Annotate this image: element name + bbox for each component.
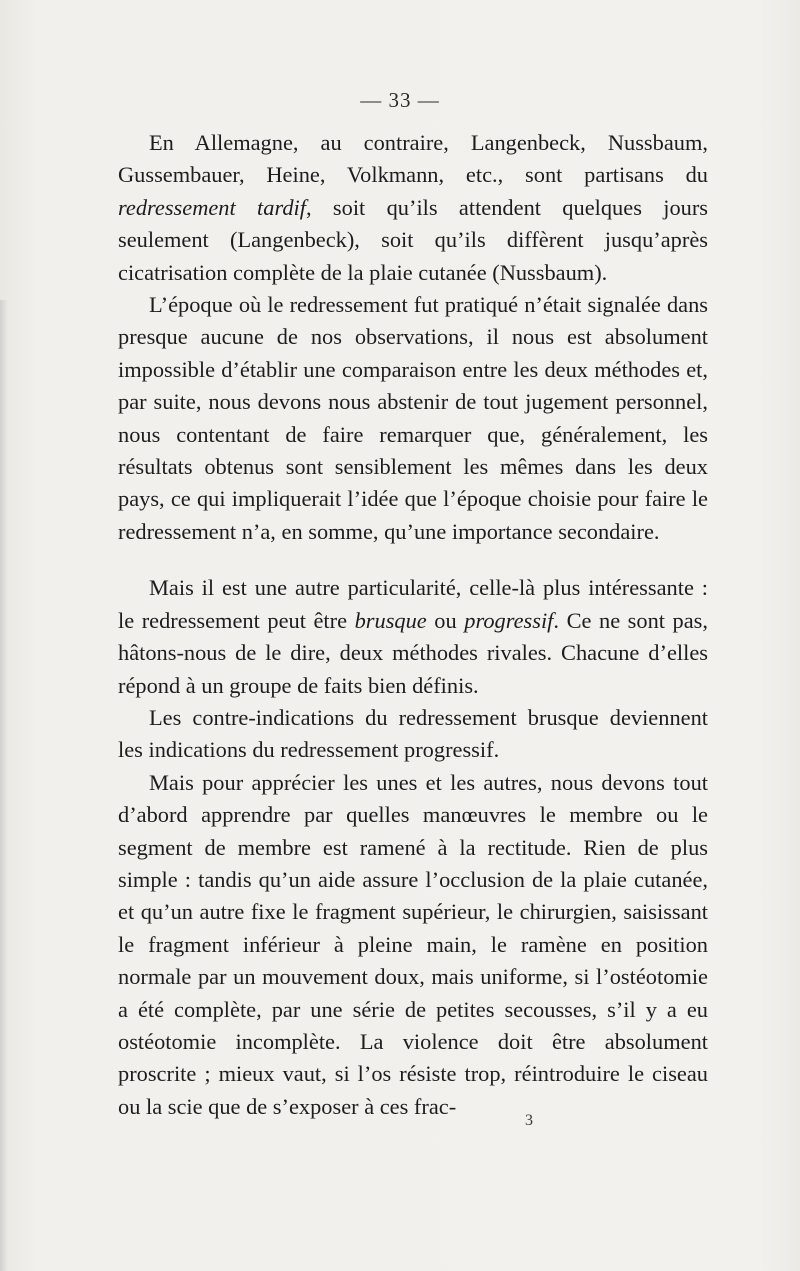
paragraph-3-italic-progressif: progressif: [464, 607, 554, 633]
paragraph-2: L’époque où le redressement fut pratiqué n’était signalée dans presque aucune de nos observations, il nous est absolument impossible d’établir une comparaison entre les deux méthodes et, par suite, nous devons nous abstenir de tout jugement personnel, nous contentant de faire remarquer que, généralement, les résultats obtenus sont sensiblement les mêmes dans les deux pays, ce qui impliquerait l’idée que l’époque choisie pour faire le redressement n’a, en somme, qu’une importance secondaire.: [118, 292, 708, 544]
paragraph-3-italic-brusque: brusque: [354, 607, 427, 633]
paragraph-4: Les contre-indications du redressement brusque deviennent les indications du redressement progressif.: [118, 704, 708, 763]
paragraph-3: [118, 572, 708, 702]
signature-mark-text: 3: [525, 1112, 533, 1129]
paragraph-3-text-or: ou: [426, 607, 465, 633]
paragraph-1-text-a: En Allemagne, au contraire, Langenbeck, Nussbaum, Gussembauer, Heine, Volkmann, etc., sont partisans du: [118, 130, 708, 188]
paragraph-3-text-b: . Ce ne sont pas, hâtons-nous de le dire, deux méthodes rivales. Chacune d’elles répond à un groupe de faits bien définis.: [118, 607, 708, 698]
signature-mark: [0, 1112, 800, 1130]
paragraph-3-text-a: Mais il est une autre particularité, celle-là plus intéressante : le redressement peut être: [118, 575, 708, 633]
page-number: — 33 —: [360, 88, 440, 112]
paragraph-5: Mais pour apprécier les unes et les autres, nous devons tout d’abord apprendre par quelles manœuvres le membre ou le segment de membre est ramené à la rectitude. Rien de plus simple : tandis qu’un aide assure l’occlusion de la plaie cutanée, et qu’un autre fixe le fragment supérieur, le chirurgien, saisissant le fragment inférieur à pleine main, le ramène en position normale par un mouvement doux, mais uniforme, si l’ostéotomie a été complète, par une série de petites secousses, s’il y a eu ostéotomie incomplète. La violence doit être absolument proscrite ; mieux vaut, si l’os résiste trop, réintroduire le ciseau ou la scie que de s’exposer à ces frac-: [118, 769, 708, 1119]
paragraph-1-italic-redressement-tardif: redressement tardif: [118, 194, 306, 220]
paragraph-1: [118, 127, 708, 289]
paragraph-1-text-b: , soit qu’ils attendent quelques jours seulement (Langenbeck), soit qu’ils diffèrent jusqu’après cicatrisation complète de la plaie cutanée (Nussbaum).: [118, 194, 709, 285]
body-text: [118, 127, 708, 1123]
